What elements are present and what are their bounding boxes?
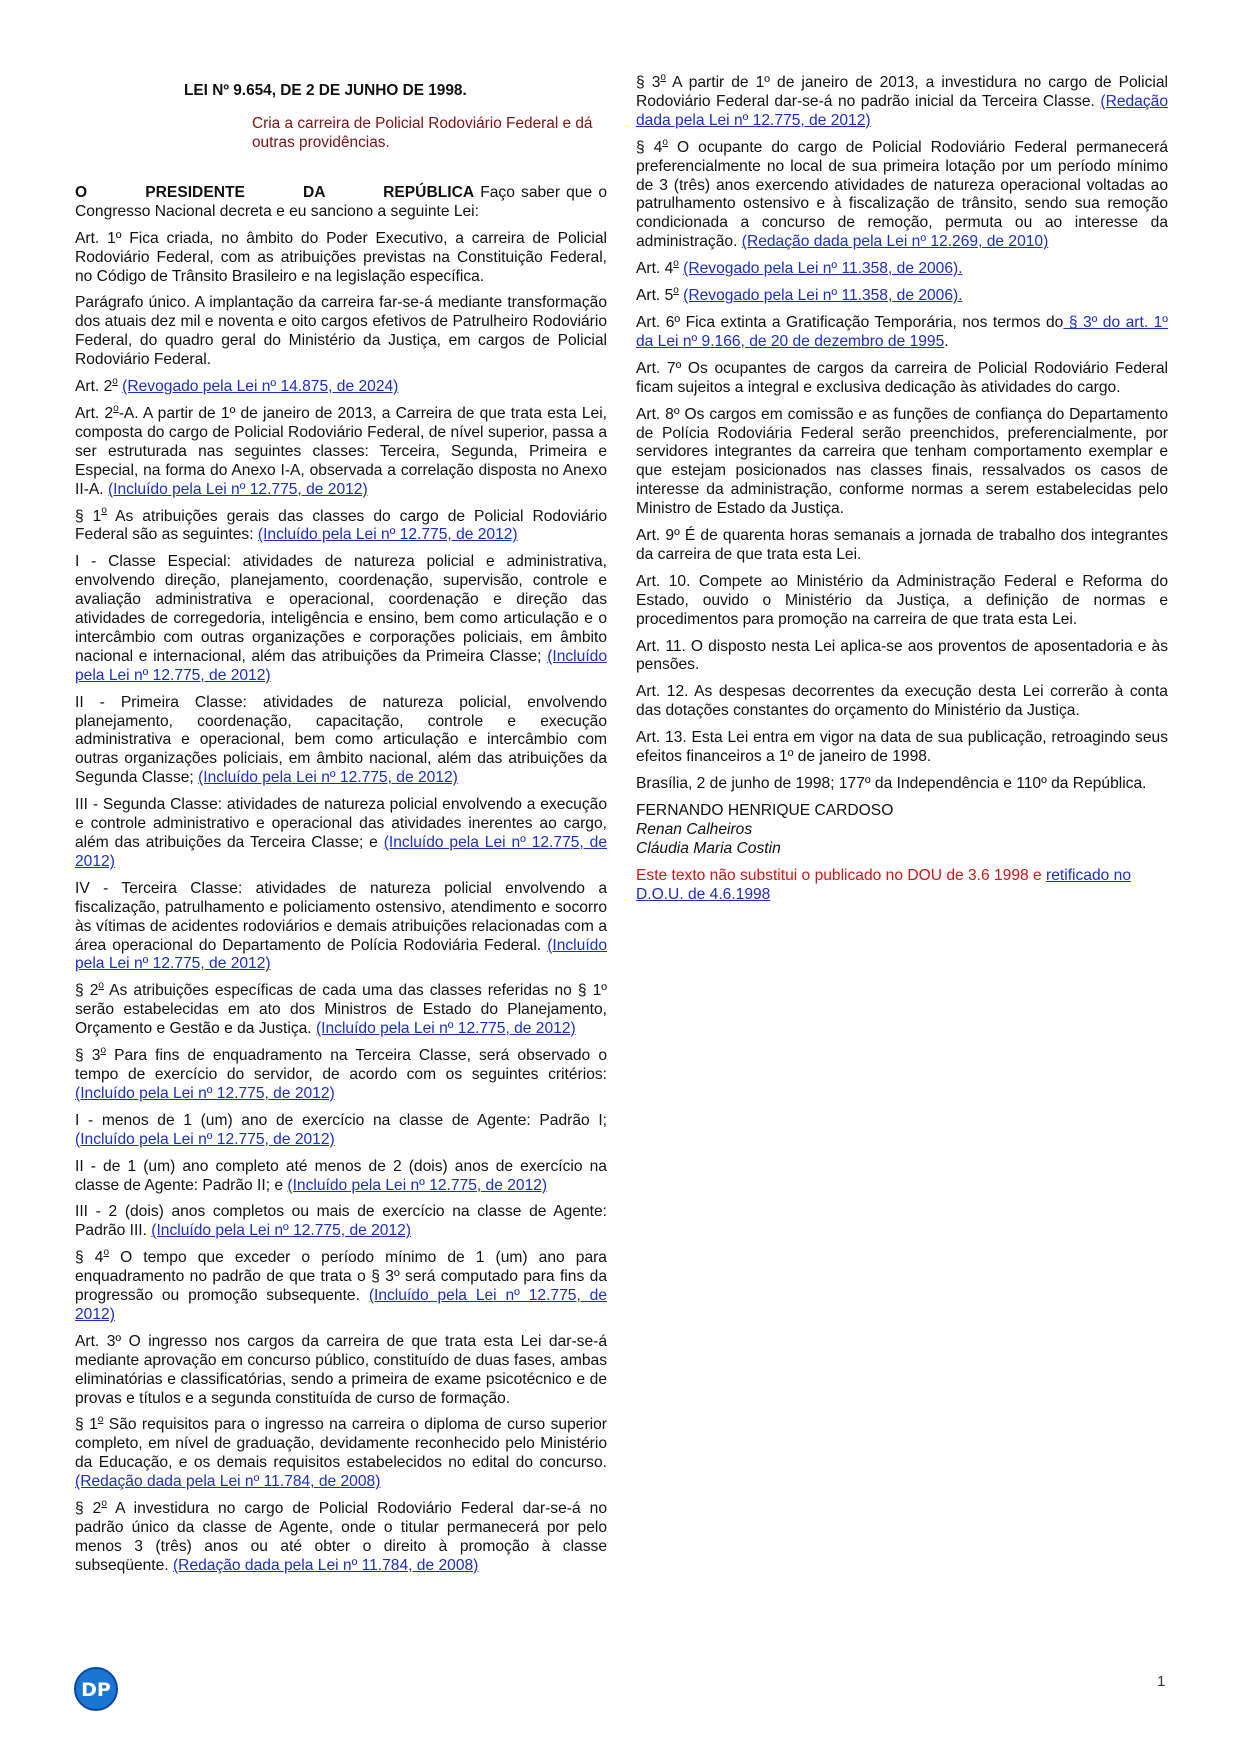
ordinal-mark: o (98, 980, 104, 992)
paragraph-link[interactable]: (Redação dada pela Lei nº 12.269, de 2010) (741, 233, 1049, 251)
dou-notice-text: Este texto não substitui o publicado no DOU de 3.6 1998 e (636, 866, 1047, 884)
item-text: III - Segunda Classe: atividades de natureza policial envolvendo a execução e controle administrativo e operacional das atividades inerentes ao cargo, além das atribuições da Terceira Classe; e (75, 796, 607, 851)
item-iv-terceira-classe (75, 880, 607, 975)
dou-notice (636, 867, 1168, 905)
article-2-link[interactable]: (Revogado pela Lei nº 14.875, de 2024) (122, 378, 399, 396)
paragraph-number: § 4 (75, 1249, 104, 1267)
paragraph-number: § 3 (75, 1047, 101, 1065)
paragraph-text: São requisitos para o ingresso na carreira o diploma de curso superior completo, em nível de graduação, devidamente reconhecido pelo Ministério da Educação, e os demais requisitos estabelecidos no edital do concurso. (75, 1416, 607, 1472)
art2a-paragraph-4 (75, 1249, 607, 1325)
ordinal-mark: o (101, 1497, 107, 1509)
item-iii-segunda-classe (75, 796, 607, 872)
signature-president: FERNANDO HENRIQUE CARDOSO (636, 801, 894, 819)
art2a-paragraph-2 (75, 982, 607, 1039)
paragraph-text: O tempo que exceder o período mínimo de 1 (um) ano para enquadramento no padrão de que trata o § 3º será computado para fins da progressão ou promoção subsequente. (75, 1249, 607, 1305)
dp-logo-icon (73, 1666, 119, 1712)
article-2a-number: Art. 2 (75, 404, 114, 422)
ordinal-mark: o (673, 257, 679, 269)
criterion-text: II - de 1 (um) ano completo até menos de 2 (dois) anos de exercício na classe de Agente: Padrão II; e (75, 1157, 607, 1194)
ordinal-mark: o (112, 375, 118, 387)
paragraph-number: § 2 (75, 982, 99, 1000)
item-link[interactable]: (Incluído pela Lei nº 12.775, de 2012) (75, 936, 607, 973)
paragraph-text: Para fins de enquadramento na Terceira Classe, será observado o tempo de exercício do servidor, de acordo com os seguintes critérios: (75, 1047, 607, 1083)
article-12: Art. 12. As despesas decorrentes da execução desta Lei correrão à conta das dotações constantes do orçamento do Ministério da Justiça. (636, 683, 1168, 720)
right-column (636, 71, 1169, 912)
item-ii-primeira-classe (75, 694, 607, 789)
paragraph-link[interactable]: (Redação dada pela Lei nº 12.775, de 2012) (636, 92, 1168, 129)
paragraph-link[interactable]: (Redação dada pela Lei nº 11.784, de 2008) (75, 1473, 381, 1491)
criterion-3 (75, 1203, 607, 1241)
article-1: Art. 1º Fica criada, no âmbito do Poder Executivo, a carreira de Policial Rodoviário Federal, com as atribuições previstas na Constituição Federal, no Código de Trânsito Brasileiro e na legislação específica. (75, 229, 607, 285)
left-column (75, 74, 607, 1584)
article-4-link[interactable]: (Revogado pela Lei nº 11.358, de 2006). (683, 260, 963, 278)
paragraph-link[interactable]: (Incluído pela Lei nº 12.775, de 2012) (75, 1287, 607, 1323)
item-link[interactable]: (Incluído pela Lei nº 12.775, de 2012) (75, 647, 607, 684)
criterion-1 (75, 1112, 607, 1150)
item-link[interactable]: (Incluído pela Lei nº 12.775, de 2012) (75, 834, 607, 870)
place-and-date: Brasília, 2 de junho de 1998; 177º da Independência e 110º da República. (636, 775, 1147, 792)
criterion-link[interactable]: (Incluído pela Lei nº 12.775, de 2012) (75, 1130, 335, 1148)
preamble (75, 184, 607, 222)
article-6-link[interactable]: § 3º do art. 1º da Lei nº 9.166, de 20 de dezembro de 1995 (636, 313, 1168, 350)
item-text: II - Primeira Classe: atividades de natureza policial, envolvendo planejamento, coordenação, capacitação, controle e execução administrativa e operacional, bem como articulação e intercâmbio com outras organizações policiais, em âmbito nacional, além das atribuições da Segunda Classe; (75, 693, 607, 787)
item-link[interactable]: (Incluído pela Lei nº 12.775, de 2012) (198, 769, 458, 787)
paragraph-link[interactable]: (Incluído pela Lei nº 12.775, de 2012) (315, 1020, 576, 1038)
paragraph-text: As atribuições específicas de cada uma das classes referidas no § 1º serão estabelecidas em ato dos Ministros de Estado do Planejamento, Orçamento e Gestão e da Justiça. (75, 982, 607, 1038)
article-2-number: Art. 2 (75, 378, 113, 396)
article-2 (75, 375, 607, 397)
art3-paragraph-2 (75, 1497, 607, 1576)
article-6-text: Art. 6º Fica extinta a Gratificação Temporária, nos termos do (636, 313, 1064, 331)
ordinal-mark: o (101, 505, 107, 517)
paragraph-text: O ocupante do cargo de Policial Rodoviário Federal permanecerá preferencialmente no local de sua primeira lotação por um período mínimo de 3 (três) anos exercendo atividades de natureza operacional voltadas ao patrulhamento ostensivo e à fiscalização de trânsito, sendo sua remoção condicionada a concurso de remoção, permuta ou ao interesse da administração. (636, 138, 1168, 251)
article-5-link[interactable]: (Revogado pela Lei nº 11.358, de 2006). (683, 287, 963, 305)
paragraph-number: § 4 (636, 138, 663, 156)
ordinal-mark: o (97, 1414, 104, 1426)
criterion-2 (75, 1158, 607, 1196)
criterion-text: I - menos de 1 (um) ano de exercício na classe de Agente: Padrão I; (75, 1111, 607, 1129)
ementa: Cria a carreira de Policial Rodoviário Federal e dá outras providências. (252, 114, 593, 151)
article-2a (75, 402, 607, 500)
art3-paragraph-3 (636, 71, 1169, 131)
ordinal-mark: o (660, 71, 666, 83)
preamble-lead: O PRESIDENTE DA REPÚBLICA (75, 183, 475, 201)
art3-paragraph-1 (75, 1416, 607, 1492)
paragraph-text: As atribuições gerais das classes do cargo de Policial Rodoviário Federal são as seguintes: (75, 507, 607, 544)
paragraph-text: A partir de 1º de janeiro de 2013, a investidura no cargo de Policial Rodoviário Federal dar-se-á no padrão inicial da Terceira Classe. (636, 74, 1169, 110)
paragraph-link[interactable]: (Incluído pela Lei nº 12.775, de 2012) (75, 1084, 335, 1102)
article-4 (636, 257, 1168, 279)
logo-text: DP (81, 1679, 111, 1701)
article-6-end: . (944, 332, 949, 350)
ordinal-mark: o (113, 402, 119, 414)
art2a-paragraph-3 (75, 1044, 607, 1104)
paragraph-number: § 3 (636, 74, 661, 91)
ordinal-mark: o (103, 1247, 109, 1259)
dou-rectification-link[interactable]: retificado no D.O.U. de 4.6.1998 (636, 866, 1131, 903)
signatures (636, 802, 1168, 859)
page-number: 1 (1157, 1673, 1166, 1690)
paragraph-link[interactable]: (Incluído pela Lei nº 12.775, de 2012) (257, 526, 518, 544)
art3-paragraph-4 (636, 136, 1168, 252)
art2a-paragraph-1 (75, 505, 607, 546)
article-3: Art. 3º O ingresso nos cargos da carreira de que trata esta Lei dar-se-á mediante aprovação em concurso público, constituído de duas fases, ambas eliminatórias e classificatórias, sendo a primeira de exame psicotécnico e de provas e títulos e a segunda constituída de curso de formação. (75, 1332, 607, 1407)
signature-minister-1: Renan Calheiros (636, 820, 753, 838)
paragraph-number: § 2 (75, 1500, 102, 1518)
item-i-classe-especial (75, 553, 607, 685)
article-5-number: Art. 5 (636, 287, 674, 305)
article-7: Art. 7º Os ocupantes de cargos da carreira de Policial Rodoviário Federal ficam sujeitos a integral e exclusiva dedicação às atividades do cargo. (636, 359, 1168, 396)
ordinal-mark: o (673, 284, 679, 296)
article-4-number: Art. 4 (636, 260, 674, 278)
ordinal-mark: o (662, 136, 668, 148)
article-2a-text: -A. A partir de 1º de janeiro de 2013, a Carreira de que trata esta Lei, composta do cargo de Policial Rodoviário Federal, de nível superior, passa a ser estruturada nas seguintes classes: Terceira, Segunda, Primeira e Especial, na forma do Anexo I-A, observada a correlação disposta no Anexo II-A. (75, 404, 607, 498)
item-text: IV - Terceira Classe: atividades de natureza policial envolvendo a fiscalização, patrulhamento e policiamento ostensivo, atendimento e socorro às vítimas de acidentes rodoviários e demais atribuições relacionadas com a área operacional do Departamento de Polícia Rodoviária Federal. (75, 879, 607, 954)
article-6 (636, 314, 1168, 352)
criterion-link[interactable]: (Incluído pela Lei nº 12.775, de 2012) (287, 1176, 548, 1194)
article-8: Art. 8º Os cargos em comissão e as funções de confiança do Departamento de Polícia Rodoviária Federal serão preenchidos, preferencialmente, por servidores integrantes da carreira que tenham comportamento exemplar e que estejam posicionados nas classes finais, ressalvados os casos de interesse da administração, conforme normas a serem estabelecidas pelo Ministro de Estado da Justiça. (636, 405, 1168, 518)
paragraph-link[interactable]: (Redação dada pela Lei nº 11.784, de 2008) (172, 1556, 479, 1574)
signature-minister-2: Cláudia Maria Costin (636, 839, 781, 857)
paragraph-number: § 1 (75, 1416, 98, 1434)
paragrafo-unico: Parágrafo único. A implantação da carreira far-se-á mediante transformação dos atuais dez mil e noventa e oito cargos efetivos de Patrulheiro Rodoviário Federal, do quadro geral do Ministério da Justiça, em cargos de Policial Rodoviário Federal. (75, 294, 607, 369)
article-13: Art. 13. Esta Lei entra em vigor na data de sua publicação, retroagindo seus efeitos financeiros a 1º de janeiro de 1998. (636, 729, 1168, 766)
article-11: Art. 11. O disposto nesta Lei aplica-se aos proventos de aposentadoria e às pensões. (636, 637, 1168, 674)
article-9: Art. 9º É de quarenta horas semanais a jornada de trabalho dos integrantes da carreira de que trata esta Lei. (636, 527, 1168, 563)
preamble-text: Faço saber que o Congresso Nacional decreta e eu sanciono a seguinte Lei: (75, 183, 607, 220)
article-5 (636, 284, 1168, 306)
article-2a-link[interactable]: (Incluído pela Lei nº 12.775, de 2012) (107, 480, 368, 498)
paragraph-number: § 1 (75, 507, 102, 525)
paragraph-text: A investidura no cargo de Policial Rodoviário Federal dar-se-á no padrão único da classe de Agente, onde o titular permanecerá por pelo menos 3 (três) anos ou até obter o direito à promoção à classe subseqüente. (75, 1500, 607, 1574)
criterion-text: III - 2 (dois) anos completos ou mais de exercício na classe de Agente: Padrão III. (75, 1203, 607, 1240)
item-text: I - Classe Especial: atividades de natureza policial e administrativa, envolvendo direção, planejamento, coordenação, supervisão, controle e avaliação administrativa e operacional, coordenação e direção das atividades de corregedoria, inteligência e ensino, bem como articulação e o intercâmbio com outras organizações e corporações policiais, em âmbito nacional e internacional, além das atribuições da Primeira Classe; (75, 553, 607, 665)
article-10: Art. 10. Compete ao Ministério da Administração Federal e Reforma do Estado, ouvido o Ministério da Justiça, a definição de normas e procedimentos para promoção na carreira de que trata esta Lei. (636, 572, 1168, 628)
ordinal-mark: o (100, 1044, 106, 1056)
law-title: LEI Nº 9.654, DE 2 DE JUNHO DE 1998. (184, 82, 467, 99)
criterion-link[interactable]: (Incluído pela Lei nº 12.775, de 2012) (151, 1222, 411, 1240)
